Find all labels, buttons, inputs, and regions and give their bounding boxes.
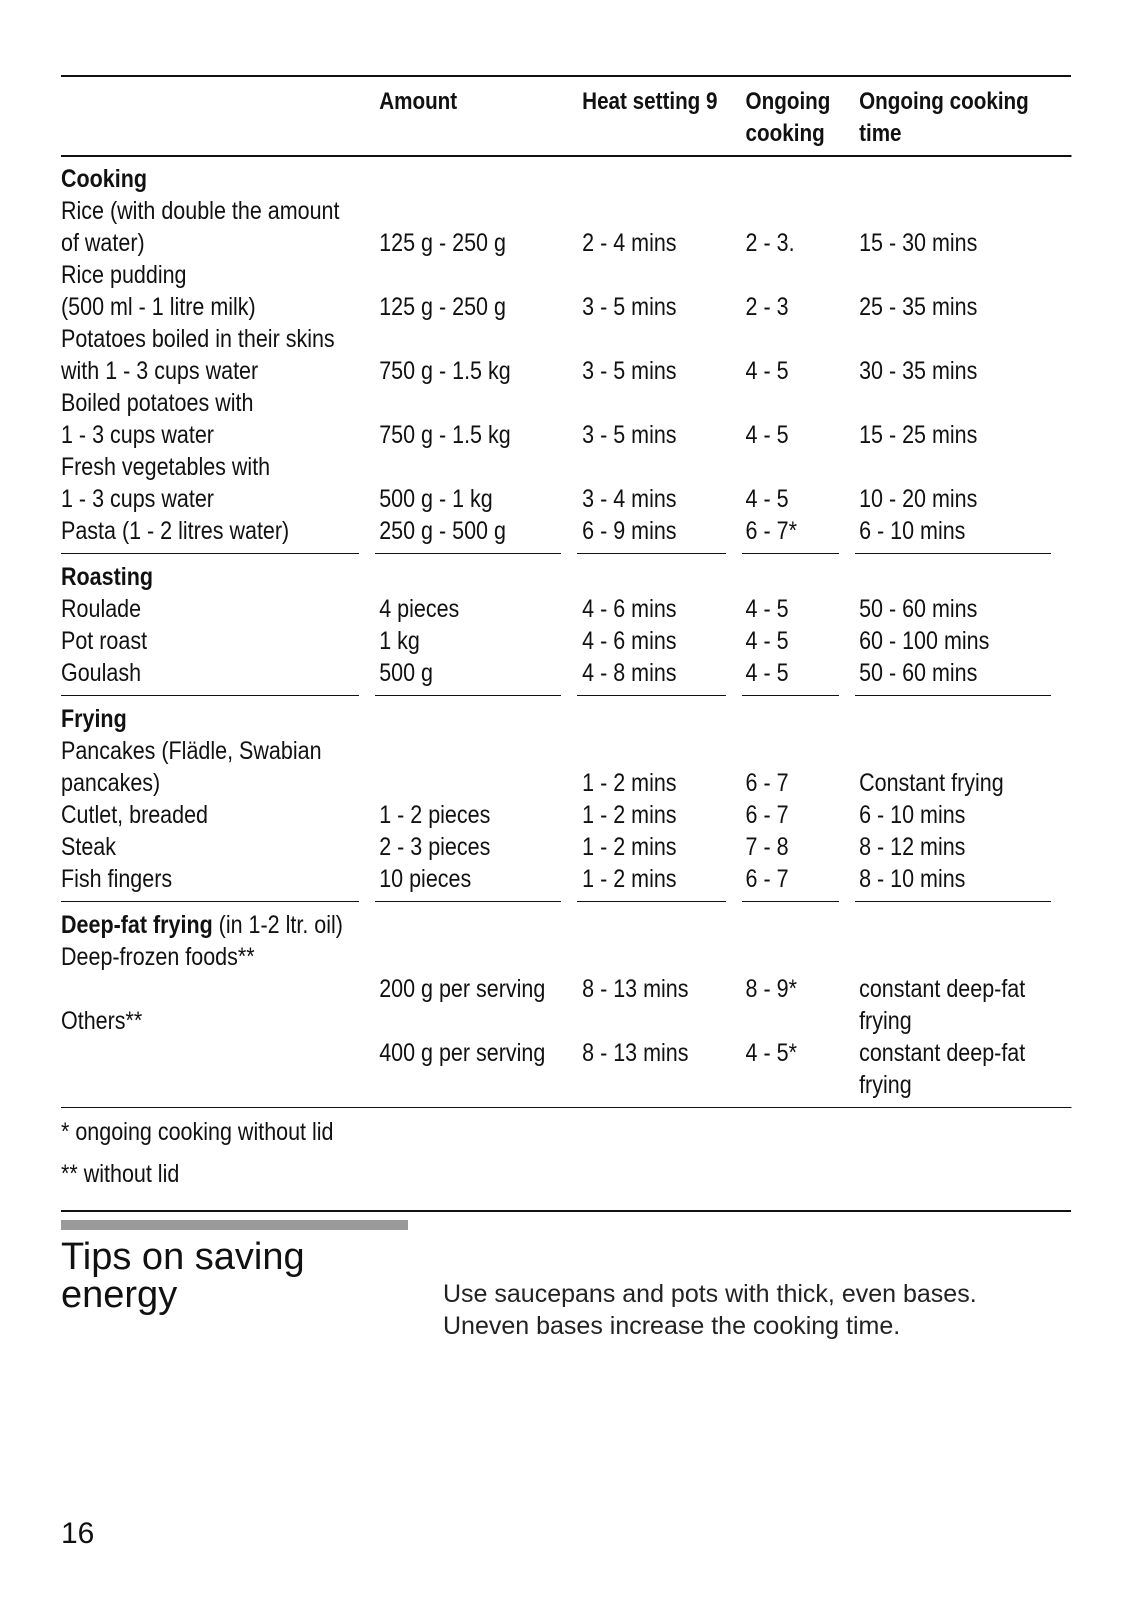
table-cell: 6 - 10 mins — [859, 801, 966, 829]
table-cell — [859, 323, 1071, 355]
table-row — [61, 227, 1071, 259]
table-cell: Pot roast — [61, 627, 148, 655]
table-cell: 1 - 2 mins — [582, 801, 677, 829]
table-cell: constant deep-fat — [859, 975, 1026, 1003]
table-cell: Constant frying — [859, 769, 1004, 797]
table-row — [61, 799, 1071, 831]
table-cell — [746, 195, 860, 227]
table-cell: 1 - 2 mins — [582, 865, 677, 893]
table-cell: 4 pieces — [379, 595, 460, 623]
table-cell: 750 g - 1.5 kg — [379, 421, 511, 449]
table-cell: Potatoes boiled in their skins — [61, 325, 335, 353]
table-row — [61, 291, 1071, 323]
table-cell — [61, 1069, 379, 1101]
table-cell: Pasta (1 - 2 litres water) — [61, 517, 290, 545]
table-cell: 3 - 5 mins — [582, 421, 677, 449]
table-cell: 4 - 8 mins — [582, 659, 677, 687]
table-cell: Roulade — [61, 595, 142, 623]
table-cell: 3 - 4 mins — [582, 485, 677, 513]
table-cell: 8 - 10 mins — [859, 865, 966, 893]
table-row — [61, 451, 1071, 483]
column-rule — [742, 553, 839, 554]
table-row — [61, 1037, 1071, 1069]
table-header — [61, 77, 1071, 157]
table-section — [61, 157, 1071, 555]
table-row — [61, 195, 1071, 227]
table-cell: 1 - 2 pieces — [379, 801, 491, 829]
header-food — [61, 86, 379, 150]
column-rule — [742, 695, 839, 696]
table-cell: 4 - 6 mins — [582, 627, 677, 655]
table-cell — [379, 259, 582, 291]
footnotes — [61, 1107, 1071, 1210]
table-row — [61, 657, 1071, 689]
table-cell: 8 - 13 mins — [582, 975, 689, 1003]
table-row — [61, 767, 1071, 799]
table-cell: 3 - 5 mins — [582, 293, 677, 321]
table-cell: 6 - 10 mins — [859, 517, 966, 545]
table-cell: 6 - 7 — [745, 769, 789, 797]
footnote: ** without lid — [61, 1160, 180, 1188]
table-cell: of water) — [61, 229, 145, 257]
table-cell: Rice (with double the amount — [61, 197, 340, 225]
table-cell — [859, 941, 1071, 973]
table-cell: 500 g - 1 kg — [379, 485, 493, 513]
table-cell: 15 - 25 mins — [859, 421, 978, 449]
column-rule — [855, 695, 1051, 696]
table-cell: Rice pudding — [61, 261, 187, 289]
table-cell: 2 - 3. — [745, 229, 795, 257]
table-cell — [582, 387, 745, 419]
table-cell: 2 - 3 pieces — [379, 833, 491, 861]
table-section — [61, 903, 1071, 1107]
column-rule — [855, 553, 1051, 554]
tips-heading: Tips on saving energy — [61, 1236, 305, 1316]
table-cell — [859, 387, 1071, 419]
table-cell: 8 - 13 mins — [582, 1039, 689, 1067]
table-cell: 125 g - 250 g — [379, 293, 506, 321]
column-rule — [577, 553, 726, 554]
table-cell — [379, 735, 582, 767]
header-ongoing-time: Ongoing cooking time — [859, 88, 1029, 147]
column-rule — [61, 695, 359, 696]
table-cell: 250 g - 500 g — [379, 517, 506, 545]
table-cell — [746, 941, 860, 973]
table-cell: 400 g per serving — [379, 1039, 546, 1067]
table-cell: 1 - 2 mins — [582, 769, 677, 797]
table-cell: with 1 - 3 cups water — [61, 357, 259, 385]
table-cell: 4 - 5 — [745, 627, 789, 655]
table-cell — [379, 451, 582, 483]
table-cell: Deep-frozen foods** — [61, 943, 255, 971]
section-title: Roasting — [61, 563, 153, 591]
table-cell — [379, 1005, 582, 1037]
table-cell: Cutlet, breaded — [61, 801, 209, 829]
table-cell: 30 - 35 mins — [859, 357, 978, 385]
table-cell: 4 - 5 — [745, 485, 789, 513]
table-cell: 750 g - 1.5 kg — [379, 357, 511, 385]
table-row — [61, 593, 1071, 625]
table-cell — [746, 1005, 860, 1037]
column-rule — [61, 553, 359, 554]
table-row — [61, 387, 1071, 419]
section-title: Frying — [61, 705, 127, 733]
table-cell: 4 - 5 — [745, 421, 789, 449]
table-cell: 1 - 2 mins — [582, 833, 677, 861]
table-cell — [582, 195, 745, 227]
table-cell — [61, 1037, 379, 1069]
table-cell — [582, 451, 745, 483]
table-cell: 3 - 5 mins — [582, 357, 677, 385]
table-cell — [582, 1069, 745, 1101]
table-cell: (500 ml - 1 litre milk) — [61, 293, 256, 321]
table-cell: 6 - 7 — [745, 801, 789, 829]
table-cell: 6 - 7* — [745, 517, 797, 545]
table-row — [61, 323, 1071, 355]
section-divider-bar — [61, 1220, 408, 1230]
table-cell — [379, 323, 582, 355]
table-cell — [379, 767, 582, 799]
table-row — [61, 973, 1071, 1005]
table-cell: 6 - 9 mins — [582, 517, 677, 545]
table-cell: 2 - 3 — [745, 293, 789, 321]
table-cell: 4 - 5* — [745, 1039, 797, 1067]
table-cell: pancakes) — [61, 769, 161, 797]
table-cell: Fish fingers — [61, 865, 173, 893]
table-row — [61, 735, 1071, 767]
table-cell — [859, 735, 1071, 767]
section-title: Deep-fat frying (in 1-2 ltr. oil) — [61, 911, 343, 939]
column-rule — [577, 695, 726, 696]
table-section — [61, 697, 1071, 903]
column-rule — [375, 901, 561, 902]
table-cell — [379, 387, 582, 419]
table-cell: 8 - 9* — [745, 975, 797, 1003]
table-cell: constant deep-fat — [859, 1039, 1026, 1067]
table-row — [61, 941, 1071, 973]
table-cell: 1 - 3 cups water — [61, 485, 214, 513]
table-cell — [859, 195, 1071, 227]
page-number: 16 — [61, 1517, 95, 1550]
table-row — [61, 259, 1071, 291]
table-cell — [61, 973, 379, 1005]
table-cell: 25 - 35 mins — [859, 293, 978, 321]
table-cell: 10 - 20 mins — [859, 485, 978, 513]
table-cell: 50 - 60 mins — [859, 595, 978, 623]
table-cell: 4 - 5 — [745, 659, 789, 687]
table-cell — [379, 195, 582, 227]
table-row — [61, 1069, 1071, 1101]
table-cell — [582, 323, 745, 355]
header-amount: Amount — [379, 88, 458, 115]
table-cell: 500 g — [379, 659, 434, 687]
table-cell: Boiled potatoes with — [61, 389, 254, 417]
column-rule — [375, 553, 561, 554]
table-cell: 200 g per serving — [379, 975, 546, 1003]
table-cell: Others** — [61, 1007, 143, 1035]
table-cell: 7 - 8 — [745, 833, 789, 861]
table-row — [61, 515, 1071, 547]
column-rule — [375, 695, 561, 696]
column-rule — [61, 901, 359, 902]
table-cell: 8 - 12 mins — [859, 833, 966, 861]
table-cell — [746, 451, 860, 483]
table-cell: Steak — [61, 833, 116, 861]
table-cell — [582, 1005, 745, 1037]
tips-text: Use saucepans and pots with thick, even bases. Uneven bases increase the cooking time. — [443, 1280, 977, 1340]
table-cell: 125 g - 250 g — [379, 229, 506, 257]
table-cell: Fresh vegetables with — [61, 453, 271, 481]
table-row — [61, 1005, 1071, 1037]
table-cell: 6 - 7 — [745, 865, 789, 893]
table-cell: 2 - 4 mins — [582, 229, 677, 257]
table-cell: Goulash — [61, 659, 142, 687]
table-cell — [582, 735, 745, 767]
table-cell — [379, 1069, 582, 1101]
table-cell: 60 - 100 mins — [859, 627, 990, 655]
table-sections — [61, 157, 1071, 1107]
table-cell — [746, 735, 860, 767]
table-cell: frying — [859, 1007, 912, 1035]
table-row — [61, 625, 1071, 657]
table-cell: 10 pieces — [379, 865, 472, 893]
table-cell: 15 - 30 mins — [859, 229, 978, 257]
column-rule — [855, 901, 1051, 902]
table-cell: 50 - 60 mins — [859, 659, 978, 687]
column-rule — [742, 901, 839, 902]
table-cell: 4 - 5 — [745, 595, 789, 623]
table-row — [61, 831, 1071, 863]
header-heat-setting: Heat setting 9 — [582, 88, 718, 115]
table-cell — [746, 323, 860, 355]
table-row — [61, 483, 1071, 515]
table-cell — [746, 1069, 860, 1101]
table-cell — [859, 451, 1071, 483]
table-cell: 4 - 5 — [745, 357, 789, 385]
table-cell — [859, 259, 1071, 291]
table-cell — [746, 259, 860, 291]
table-cell — [746, 387, 860, 419]
section-title: Cooking — [61, 165, 147, 193]
table-cell — [379, 941, 582, 973]
table-row — [61, 863, 1071, 895]
table-cell: 4 - 6 mins — [582, 595, 677, 623]
table-cell — [582, 941, 745, 973]
table-cell: 1 kg — [379, 627, 420, 655]
table-cell: frying — [859, 1071, 912, 1099]
table-cell: 1 - 3 cups water — [61, 421, 214, 449]
header-ongoing-cooking: Ongoing cooking — [745, 88, 831, 147]
table-section — [61, 555, 1071, 697]
column-rule — [577, 901, 726, 902]
footnote: * ongoing cooking without lid — [61, 1118, 334, 1146]
table-cell — [582, 259, 745, 291]
table-row — [61, 419, 1071, 451]
table-cell: Pancakes (Flädle, Swabian — [61, 737, 322, 765]
table-row — [61, 355, 1071, 387]
cooking-table — [61, 75, 1071, 1212]
